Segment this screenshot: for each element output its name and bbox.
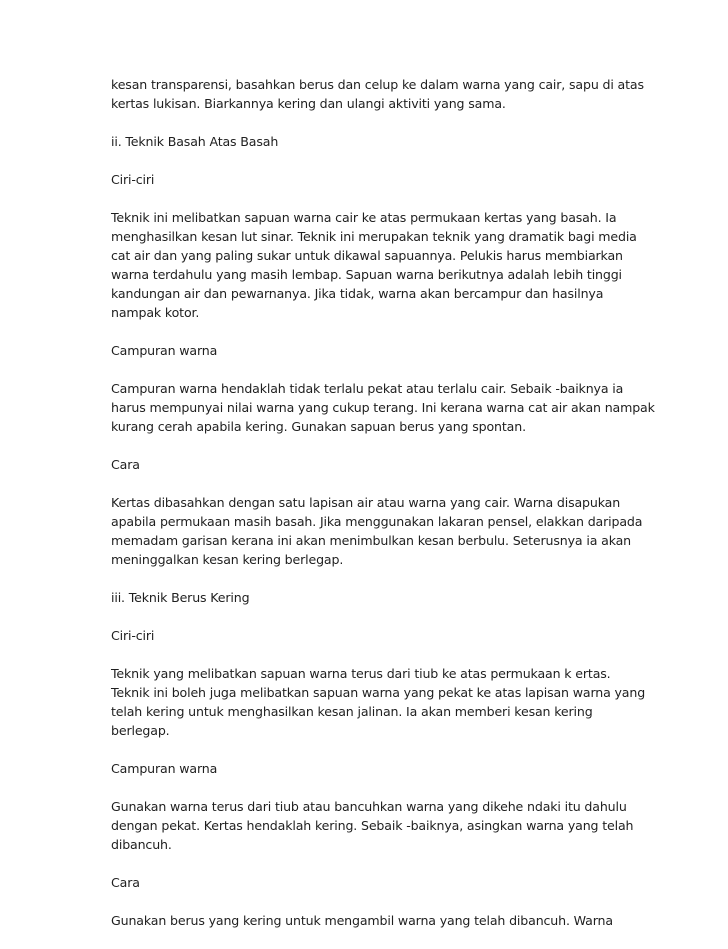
text-line: berlegap. [111,723,170,738]
text-line: Campuran warna [111,761,218,776]
paragraph [111,664,646,740]
subsection-heading [111,626,631,645]
subsection-heading [111,341,631,360]
section-heading [111,588,631,607]
text-line: telah kering untuk menghasilkan kesan jalinan. Ia akan memberi kesan kering [111,704,593,719]
paragraph [111,911,631,930]
text-line: Cara [111,457,140,472]
text-line: harus mempunyai nilai warna yang cukup terang. Ini kerana warna cat air akan nampak [111,400,655,415]
text-line: dengan pekat. Kertas hendaklah kering. Sebaik -baiknya, asingkan warna yang telah [111,818,634,833]
subsection-heading [111,170,631,189]
paragraph [111,379,655,436]
subsection-heading [111,455,631,474]
text-line: memadam garisan kerana ini akan menimbulkan kesan berbulu. Seterusnya ia akan [111,533,632,548]
text-line: meninggalkan kesan kering berlegap. [111,552,344,567]
paragraph [111,797,634,854]
text-line: menghasilkan kesan lut sinar. Teknik ini merupakan teknik yang dramatik bagi media [111,229,637,244]
text-line: Ciri-ciri [111,628,155,643]
text-line: Kertas dibasahkan dengan satu lapisan air atau warna yang cair. Warna disapukan [111,495,621,510]
subsection-heading [111,759,631,778]
text-line: warna terdahulu yang masih lembap. Sapuan warna berikutnya adalah lebih tinggi [111,267,622,282]
paragraph [111,493,643,569]
text-line: kandungan air dan pewarnanya. Jika tidak, warna akan bercampur dan hasilnya [111,286,604,301]
text-line: Gunakan warna terus dari tiub atau bancuhkan warna yang dikehe ndaki itu dahulu [111,799,627,814]
document-body [111,75,655,949]
text-line: dibancuh. [111,837,172,852]
text-line: Cara [111,875,140,890]
text-line: ii. Teknik Basah Atas Basah [111,134,279,149]
section-heading [111,132,631,151]
text-line: iii. Teknik Berus Kering [111,590,250,605]
text-line: cat air dan yang paling sukar untuk dikawal sapuannya. Pelukis harus membiarkan [111,248,623,263]
subsection-heading [111,873,631,892]
text-line: Teknik ini melibatkan sapuan warna cair ke atas permukaan kertas yang basah. Ia [111,210,617,225]
paragraph [111,75,644,113]
text-line: kurang cerah apabila kering. Gunakan sapuan berus yang spontan. [111,419,526,434]
text-line: Teknik ini boleh juga melibatkan sapuan warna yang pekat ke atas lapisan warna yang [111,685,646,700]
text-line: nampak kotor. [111,305,200,320]
text-line: apabila permukaan masih basah. Jika menggunakan lakaran pensel, elakkan daripada [111,514,643,529]
paragraph [111,208,637,322]
text-line: kertas lukisan. Biarkannya kering dan ulangi aktiviti yang sama. [111,96,506,111]
text-line: kesan transparensi, basahkan berus dan celup ke dalam warna yang cair, sapu di atas [111,77,644,92]
text-line: Ciri-ciri [111,172,155,187]
text-line: Teknik yang melibatkan sapuan warna terus dari tiub ke atas permukaan k ertas. [111,666,611,681]
text-line: Gunakan berus yang kering untuk mengambil warna yang telah dibancuh. Warna [111,913,613,928]
text-line: Campuran warna hendaklah tidak terlalu pekat atau terlalu cair. Sebaik -baiknya ia [111,381,624,396]
text-line: Campuran warna [111,343,218,358]
